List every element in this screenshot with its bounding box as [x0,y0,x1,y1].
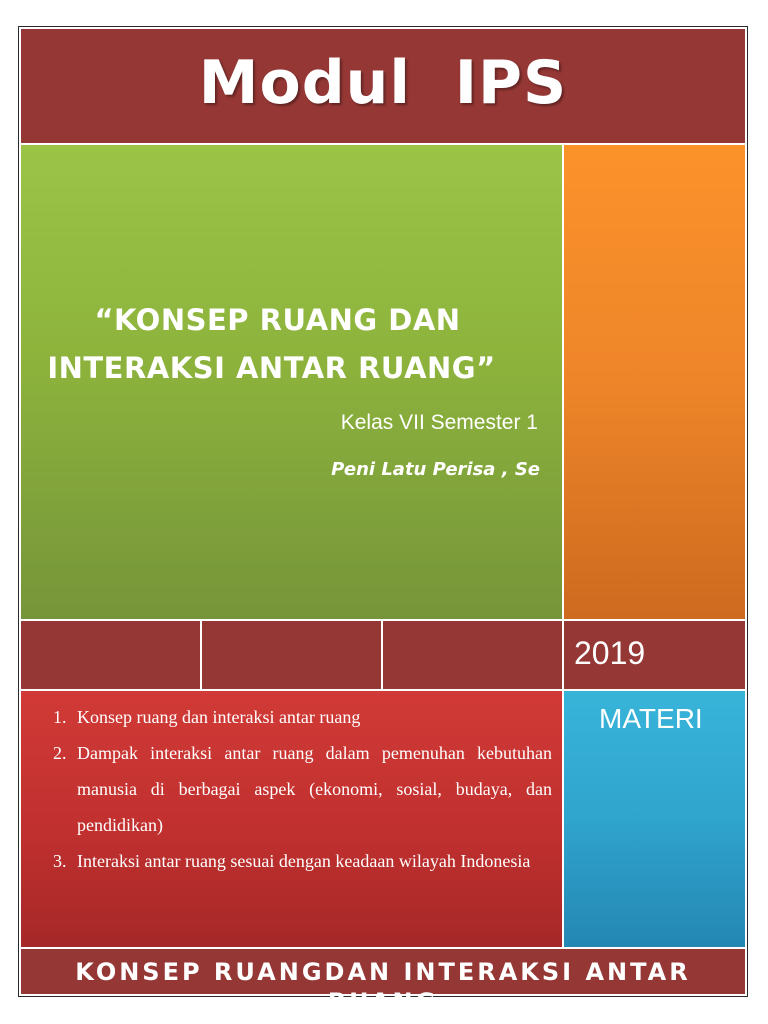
materi-list [21,699,562,879]
module-cover [18,26,748,1016]
year-panel [564,621,745,689]
materi-list-panel [21,691,562,947]
footer-title: KONSEP RUANGDAN INTERAKSI ANTAR RUANG [75,958,691,1016]
list-item-text: Interaksi antar ruang sesuai dengan keadaan wilayah Indonesia [77,851,531,871]
title-panel [21,145,562,619]
list-item-number: 1. [53,707,67,727]
author-name: Peni Latu Perisa , Se [331,459,540,480]
header-banner [21,29,745,143]
decor-strip-box [21,621,200,689]
orange-accent-panel [564,145,745,619]
footer-banner [21,949,745,1016]
topic-title-line-1: “KONSEP RUANG DAN [94,303,461,337]
list-item-text: Konsep ruang dan interaksi antar ruang [77,707,361,727]
decor-strip-box [202,621,381,689]
list-item [53,843,552,879]
topic-title-line-2: INTERAKSI ANTAR RUANG” [47,351,496,385]
list-item [53,699,552,735]
list-item-text: Dampak interaksi antar ruang dalam pemenuhan kebutuhan manusia di berbagai aspek (ekonomi, sosial, budaya, dan pendidikan) [77,743,552,835]
decor-strip-box [383,621,562,689]
list-item-number: 3. [53,851,67,871]
materi-label-panel [564,691,745,947]
list-item [53,735,552,843]
materi-label: MATERI [599,703,703,734]
year-label: 2019 [574,635,646,671]
list-item-number: 2. [53,743,67,763]
module-title: Modul IPS [198,48,568,118]
class-semester-label: Kelas VII Semester 1 [340,411,538,434]
